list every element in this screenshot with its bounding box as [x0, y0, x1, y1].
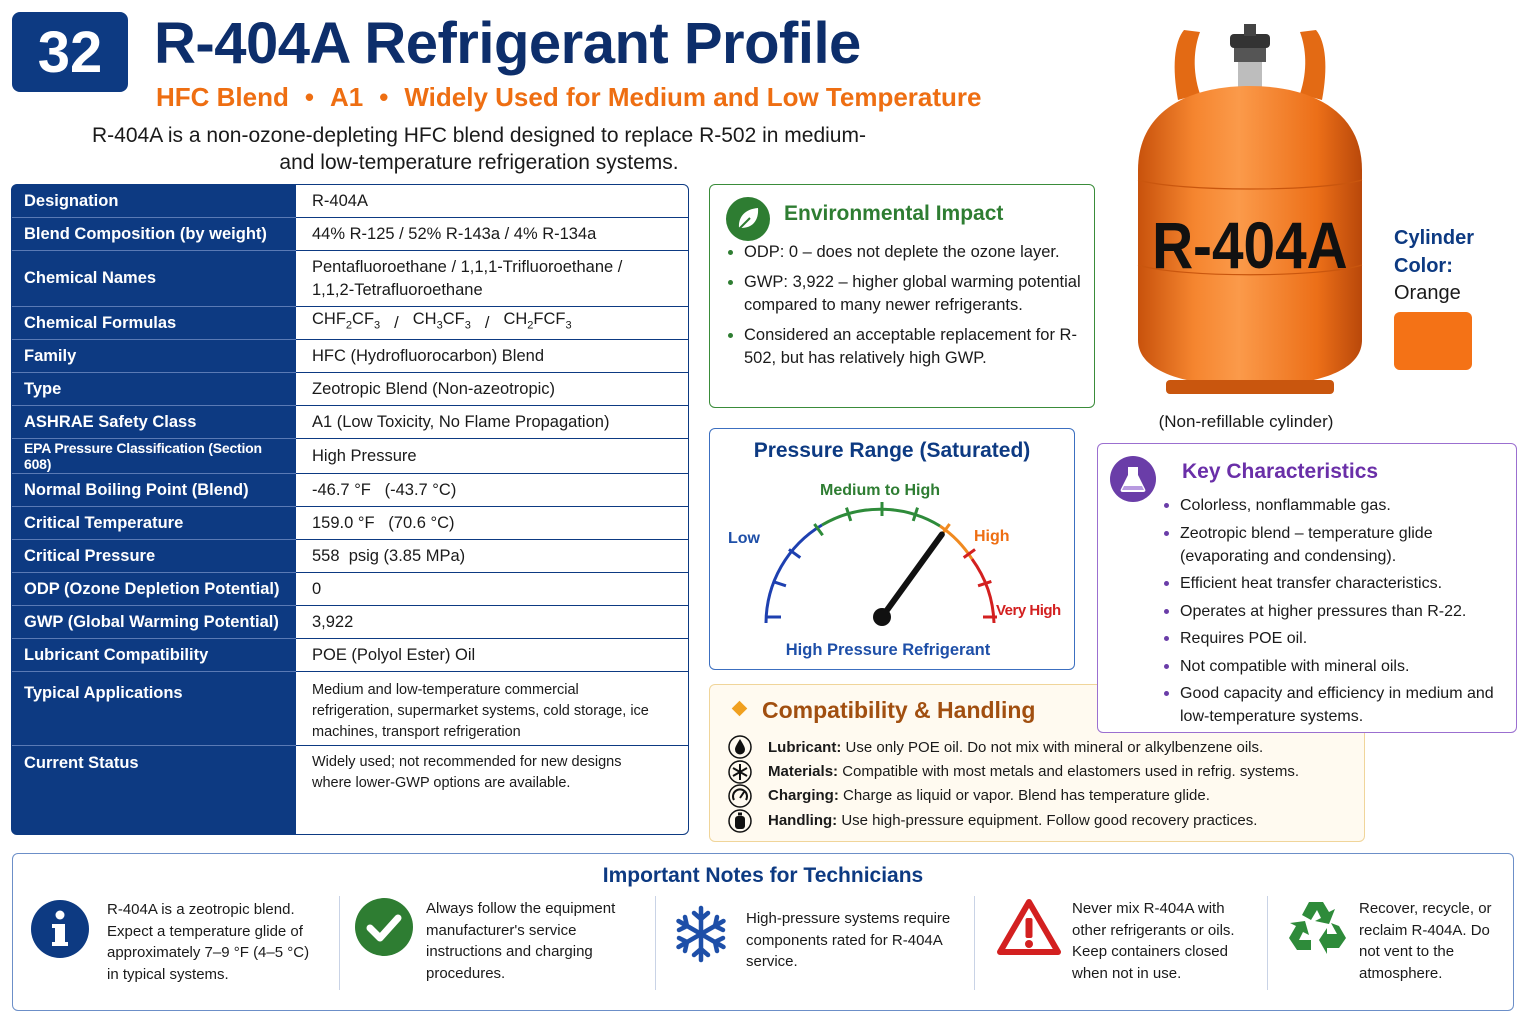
- cylinder-icon: [728, 809, 752, 833]
- property-label: Family: [12, 340, 296, 373]
- list-item: Zeotropic blend – temperature glide (evaporating and condensing).: [1162, 522, 1502, 568]
- gauge-label-low: Low: [728, 530, 760, 547]
- technician-notes: [12, 853, 1514, 1011]
- property-label: Normal Boiling Point (Blend): [12, 474, 296, 507]
- pressure-gauge: [710, 429, 1076, 671]
- property-value: 159.0 °F (70.6 °C): [312, 513, 455, 532]
- check-icon: [353, 896, 415, 958]
- property-value: R-404A: [312, 191, 368, 210]
- subtitle-family: HFC Blend: [156, 82, 289, 112]
- gauge-label-medium-high: Medium to High: [820, 482, 940, 499]
- property-label: ODP (Ozone Depletion Potential): [12, 573, 296, 606]
- property-value: 3,922: [312, 612, 354, 631]
- cylinder-caption: (Non-refillable cylinder): [1158, 412, 1334, 431]
- table-row: [12, 672, 688, 746]
- table-row: [12, 474, 688, 507]
- gauge-label-high: High: [974, 528, 1010, 545]
- flask-icon: [1110, 456, 1156, 502]
- list-item: Not compatible with mineral oils.: [1162, 655, 1502, 678]
- note-divider: [339, 896, 340, 990]
- compatibility-title: Compatibility & Handling: [762, 697, 1036, 723]
- gauge-needle: [882, 534, 942, 617]
- cylinder-handle-left: [1175, 30, 1200, 100]
- property-label: EPA Pressure Classification (Section 608): [12, 439, 296, 474]
- intro-line: and low-temperature refrigeration systems.: [279, 151, 679, 174]
- property-label: Critical Temperature: [12, 507, 296, 540]
- list-item: Requires POE oil.: [1162, 627, 1502, 650]
- cylinder-base: [1166, 380, 1334, 394]
- compatibility-row: Lubricant: Use only POE oil. Do not mix with mineral or alkylbenzene oils.: [768, 739, 1264, 756]
- gauge-tick: [913, 508, 917, 521]
- cylinder-label: R-404A: [1152, 209, 1348, 284]
- intro-line: R-404A is a non-ozone-depleting HFC blend designed to replace R-502 in medium-: [92, 124, 866, 147]
- property-value: HFC (Hydrofluorocarbon) Blend: [312, 346, 545, 365]
- gauge-tick: [978, 581, 991, 585]
- property-value: POE (Polyol Ester) Oil: [312, 645, 476, 664]
- table-row: [12, 218, 688, 251]
- note-divider: [655, 896, 656, 990]
- list-item: Operates at higher pressures than R-22.: [1162, 600, 1502, 623]
- chemical-formula: $CH_3CF_3$: [412, 310, 471, 332]
- table-row: [12, 439, 688, 474]
- pressure-range-title: Pressure Range (Saturated): [753, 439, 1031, 462]
- warning-icon: [997, 898, 1061, 956]
- formula-separator: /: [484, 313, 490, 332]
- section-number-badge: 32: [12, 12, 128, 92]
- property-label: Typical Applications: [12, 672, 296, 746]
- formula-separator: /: [394, 313, 399, 332]
- valve-wheel: [1230, 34, 1270, 48]
- table-row: [12, 639, 688, 672]
- intro-text: [24, 122, 934, 176]
- list-item: ODP: 0 – does not deplete the ozone layer.: [726, 241, 1088, 264]
- environmental-impact-card: [709, 184, 1095, 408]
- gauge-tick: [773, 581, 786, 585]
- gauge-tick: [846, 508, 850, 521]
- property-value: [296, 307, 688, 339]
- table-row: [12, 540, 688, 573]
- table-row: [12, 406, 688, 439]
- table-row: [12, 606, 688, 639]
- gauge-ticks: [767, 502, 997, 617]
- note-divider: [1267, 896, 1268, 990]
- gauge-label-very-high: Very High: [996, 602, 1061, 619]
- property-label: Current Status: [12, 746, 296, 835]
- cylinder-handle-right: [1300, 30, 1325, 100]
- subtitle-usage: Widely Used for Medium and Low Temperature: [404, 82, 982, 112]
- property-label: Blend Composition (by weight): [12, 218, 296, 251]
- gauge-arc-very-high: [972, 559, 994, 623]
- table-row: [12, 373, 688, 406]
- table-row: [12, 746, 688, 835]
- page-subtitle: [156, 82, 982, 113]
- chemical-formula: $CHF_2CF_3$: [312, 310, 381, 332]
- info-icon: [29, 898, 91, 960]
- list-item: Good capacity and efficiency in medium and low-temperature systems.: [1162, 682, 1502, 728]
- property-label: Type: [12, 373, 296, 406]
- pressure-range-card: [709, 428, 1075, 670]
- property-label: Chemical Formulas: [12, 307, 296, 340]
- note-text: Recover, recycle, or reclaim R-404A. Do not vent to the atmosphere.: [1359, 900, 1492, 982]
- property-label: Designation: [12, 185, 296, 218]
- note-text: Never mix R-404A with other refrigerants or oils. Keep containers closed when not in use.: [1072, 900, 1235, 982]
- subtitle-separator: •: [379, 82, 389, 112]
- gauge-icon: [728, 784, 752, 808]
- materials-icon: [728, 760, 752, 784]
- table-row: [12, 573, 688, 606]
- subtitle-class: A1: [330, 82, 364, 112]
- note-text: High-pressure systems require components rated for R-404A service.: [746, 910, 951, 970]
- cylinder-color-value: Orange: [1394, 282, 1461, 304]
- cylinder-color-label: Cylinder Color:: [1394, 227, 1475, 277]
- note-text: R-404A is a zeotropic blend. Expect a temperature glide of approximately 7–9 °F (4–5 °C) in typical systems.: [107, 901, 310, 983]
- gauge-caption: High Pressure Refrigerant: [785, 641, 991, 659]
- oil-drop-icon: [728, 735, 752, 759]
- subtitle-separator: •: [304, 82, 314, 112]
- property-value: Medium and low-temperature commercial refrigeration, supermarket systems, cold storage, ice machines, transport refrigeration: [312, 682, 649, 740]
- list-item: Considered an acceptable replacement for R-502, but has relatively high GWP.: [726, 324, 1088, 370]
- property-label: Critical Pressure: [12, 540, 296, 573]
- diamond-icon: [732, 701, 748, 717]
- property-value: -46.7 °F (-43.7 °C): [312, 480, 457, 499]
- table-row: [12, 307, 688, 340]
- compatibility-row: Materials: Compatible with most metals and elastomers used in refrig. systems.: [768, 763, 1300, 780]
- gauge-hub: [873, 608, 891, 626]
- chemical-formula: $CH_2FCF_3$: [503, 310, 572, 332]
- compatibility-row: Handling: Use high-pressure equipment. Follow good recovery practices.: [768, 812, 1258, 829]
- property-label: ASHRAE Safety Class: [12, 406, 296, 439]
- snowflake-icon: [673, 904, 729, 964]
- list-item: Efficient heat transfer characteristics.: [1162, 572, 1502, 595]
- properties-table: [11, 184, 689, 835]
- table-row: [12, 251, 688, 307]
- property-value: High Pressure: [312, 446, 417, 465]
- note-divider: [974, 896, 975, 990]
- gauge-arc-low: [766, 525, 822, 623]
- page-title: R-404A Refrigerant Profile: [154, 11, 861, 76]
- cylinder-color-swatch: [1394, 312, 1472, 370]
- recycle-icon: [1285, 896, 1349, 958]
- note-text: Always follow the equipment manufacturer's service instructions and charging procedures.: [426, 900, 616, 982]
- leaf-icon: [726, 197, 770, 241]
- property-value: A1 (Low Toxicity, No Flame Propagation): [312, 412, 610, 431]
- table-row: [12, 340, 688, 373]
- property-value: Zeotropic Blend (Non-azeotropic): [312, 379, 556, 398]
- key-characteristics-title: Key Characteristics: [1182, 460, 1379, 483]
- property-value: 44% R-125 / 52% R-143a / 4% R-134a: [312, 224, 597, 243]
- property-value: Widely used; not recommended for new designs where lower-GWP options are available.: [312, 754, 622, 791]
- property-label: GWP (Global Warming Potential): [12, 606, 296, 639]
- table-row: [12, 507, 688, 540]
- property-label: Chemical Names: [12, 251, 296, 307]
- property-value: Pentafluoroethane / 1,1,1-Trifluoroethane / 1,1,2-Tetrafluoroethane: [312, 257, 623, 299]
- property-label: Lubricant Compatibility: [12, 639, 296, 672]
- list-item: Colorless, nonflammable gas.: [1162, 494, 1502, 517]
- notes-title: Important Notes for Technicians: [602, 864, 924, 887]
- property-value: 558 psig (3.85 MPa): [312, 546, 466, 565]
- cylinder-illustration: [1120, 20, 1380, 410]
- property-value: 0: [312, 579, 322, 598]
- table-row: [12, 185, 688, 218]
- environmental-impact-title: Environmental Impact: [784, 202, 1004, 225]
- compatibility-row: Charging: Charge as liquid or vapor. Blend has temperature glide.: [768, 787, 1210, 804]
- key-characteristics-card: [1097, 443, 1517, 733]
- list-item: GWP: 3,922 – higher global warming potential compared to many newer refrigerants.: [726, 271, 1088, 317]
